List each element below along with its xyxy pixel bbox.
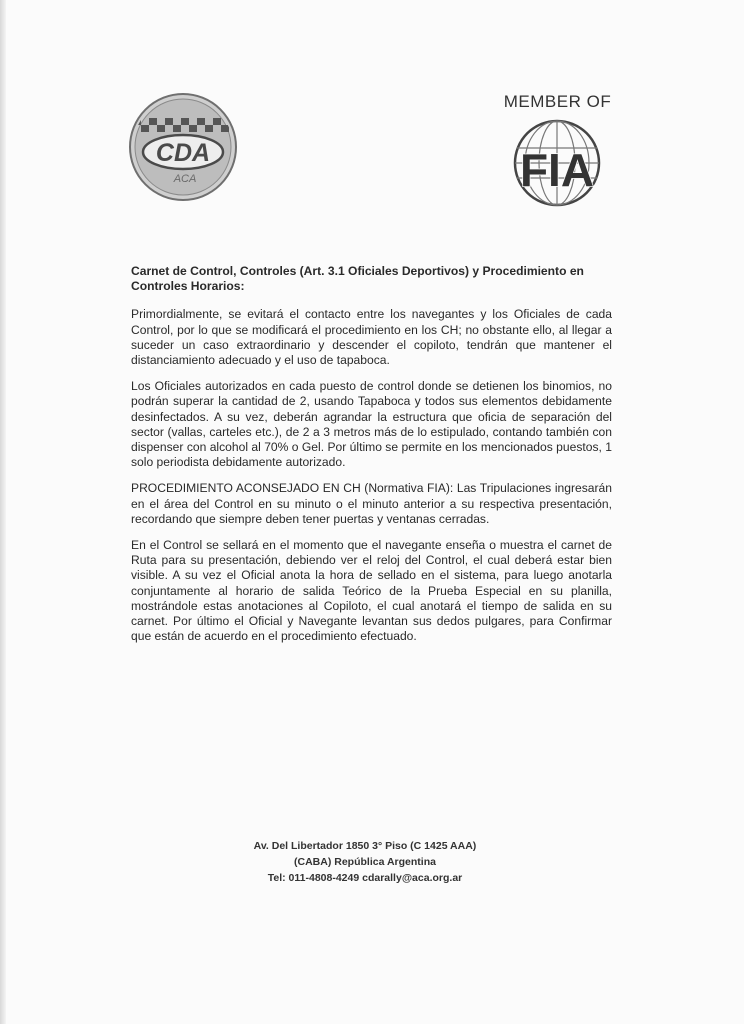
footer-address: [200, 838, 530, 886]
footer-line-contact: Tel: 011-4808-4249 cdarally@aca.org.ar: [267, 872, 463, 884]
fia-text: FIA: [519, 144, 595, 196]
document-title: Carnet de Control, Controles (Art. 3.1 Oficiales Deportivos) y Procedimiento en Controles Horarios:: [131, 264, 584, 294]
fia-logo: [490, 92, 625, 207]
cda-text: CDA: [155, 139, 211, 167]
scan-edge: [0, 0, 6, 1024]
paragraph: Primordialmente, se evitará el contacto entre los navegantes y los Oficiales de cada Control, por lo que se modificará el procedimiento en los CH; no obstante ello, al llegar a suceder un caso extraordinario y descender el copiloto, tendrán que mantener el distanciamiento adecuado y el uso de tapaboca.: [131, 307, 612, 368]
cda-logo: [128, 92, 238, 202]
aca-text: ACA: [173, 173, 197, 185]
paragraph: PROCEDIMIENTO ACONSEJADO EN CH (Normativa FIA): Las Tripulaciones ingresarán en el área del Control en su minuto o el minuto anterior a su respectiva presentación, recordando que siempre deben tener puertas y ventanas cerradas.: [131, 481, 612, 526]
footer-line-address: Av. Del Libertador 1850 3° Piso (C 1425 AAA): [253, 840, 477, 852]
member-of-label: MEMBER OF: [503, 92, 612, 111]
document-body: [131, 264, 612, 655]
footer-line-city: (CABA) República Argentina: [294, 856, 436, 868]
paragraph: Los Oficiales autorizados en cada puesto de control donde se detienen los binomios, no podrán superar la cantidad de 2, usando Tapaboca y todos sus elementos debidamente desinfectados. A su vez, deberán agrandar la estructura que oficia de separación del sector (vallas, carteles etc.), de 2 a 3 metros más de lo estipulado, contando también con dispenser con alcohol al 70% o Gel. Por último se permite en los mencionados puestos, 1 solo periodista debidamente autorizado.: [131, 379, 612, 470]
paragraph: En el Control se sellará en el momento que el navegante enseña o muestra el carnet de Ruta para su presentación, debiendo ver el reloj del Control, el cual deberá estar bien visible. A su vez el Oficial anota la hora de sellado en el sistema, para luego anotarla conjuntamente al horario de salida Teórico de la Prueba Especial en su planilla, mostrándole estas anotaciones al Copiloto, el cual anotará el tiempo de salida en su carnet. Por último el Oficial y Navegante levantan sus dedos pulgares, para Confirmar que están de acuerdo en el procedimiento efectuado.: [131, 538, 612, 644]
